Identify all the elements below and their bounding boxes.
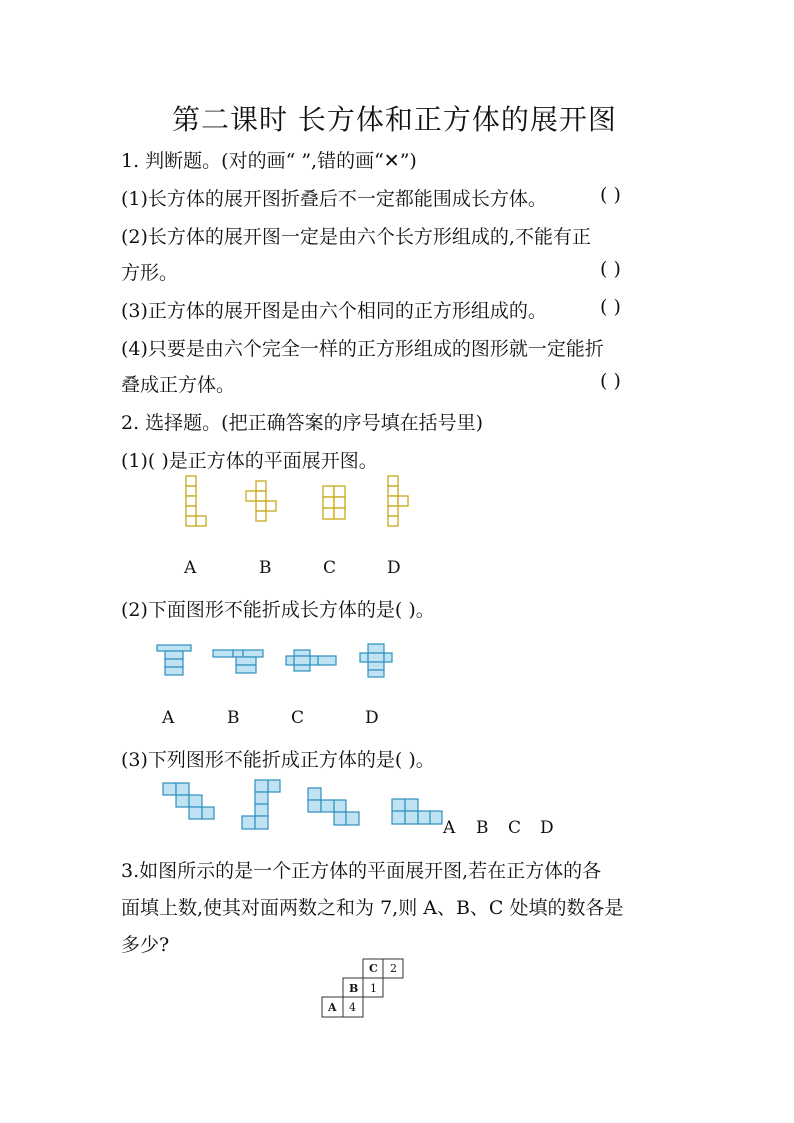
net-cell-c: C	[369, 962, 378, 975]
q1-item-4-answer[interactable]: ( )	[600, 370, 621, 392]
net-cell-4: 4	[349, 1001, 356, 1014]
q2-2-label-c: C	[291, 708, 305, 728]
q2-sub1: (1)( )是正方体的平面展开图。	[121, 450, 378, 472]
q2-3-label-c: C	[508, 818, 522, 838]
q1-item-1-answer[interactable]: ( )	[600, 184, 621, 206]
q2-3-label-b: B	[476, 818, 489, 838]
q1-item-3: (3)正方体的展开图是由六个相同的正方形组成的。	[121, 300, 547, 322]
net-cell-1: 1	[370, 982, 377, 995]
q3-line-1: 3.如图所示的是一个正方体的平面展开图,若在正方体的各	[121, 860, 602, 882]
q2-sub2: (2)下面图形不能折成长方体的是( )。	[121, 599, 435, 621]
q3-line-3: 多少?	[121, 934, 170, 956]
q2-heading: 2. 选择题。(把正确答案的序号填在括号里)	[121, 412, 483, 434]
q1-item-2-cont: 方形。	[121, 262, 179, 284]
q1-item-2: (2)长方体的展开图一定是由六个长方形组成的,不能有正	[121, 226, 591, 248]
net-cell-a: A	[328, 1001, 337, 1014]
q2-sub3: (3)下列图形不能折成正方体的是( )。	[121, 749, 435, 771]
q3-line-2: 面填上数,使其对面两数之和为 7,则 A、B、C 处填的数各是	[121, 897, 624, 919]
q2-1-label-a: A	[184, 558, 197, 578]
q1-item-4-cont: 叠成正方体。	[121, 374, 236, 396]
q1-heading: 1. 判断题。(对的画“ ”,错的画“✕”)	[121, 150, 417, 172]
q2-1-label-c: C	[323, 558, 337, 578]
q2-2-label-a: A	[162, 708, 175, 728]
q2-1-label-b: B	[259, 558, 272, 578]
q2-2-label-d: D	[365, 708, 379, 728]
q2-2-label-b: B	[227, 708, 240, 728]
q2-1-label-d: D	[387, 558, 401, 578]
q1-item-3-answer[interactable]: ( )	[600, 296, 621, 318]
q2-3-label-a: A	[443, 818, 456, 838]
q2-3-label-d: D	[540, 818, 554, 838]
q1-item-2-answer[interactable]: ( )	[600, 258, 621, 280]
q1-item-4: (4)只要是由六个完全一样的正方形组成的图形就一定能折	[121, 338, 604, 360]
page-title: 第二课时 长方体和正方体的展开图	[172, 103, 617, 136]
net-cell-b: B	[349, 982, 359, 995]
q1-item-1: (1)长方体的展开图折叠后不一定都能围成长方体。	[121, 188, 547, 210]
net-cell-2: 2	[390, 962, 397, 975]
